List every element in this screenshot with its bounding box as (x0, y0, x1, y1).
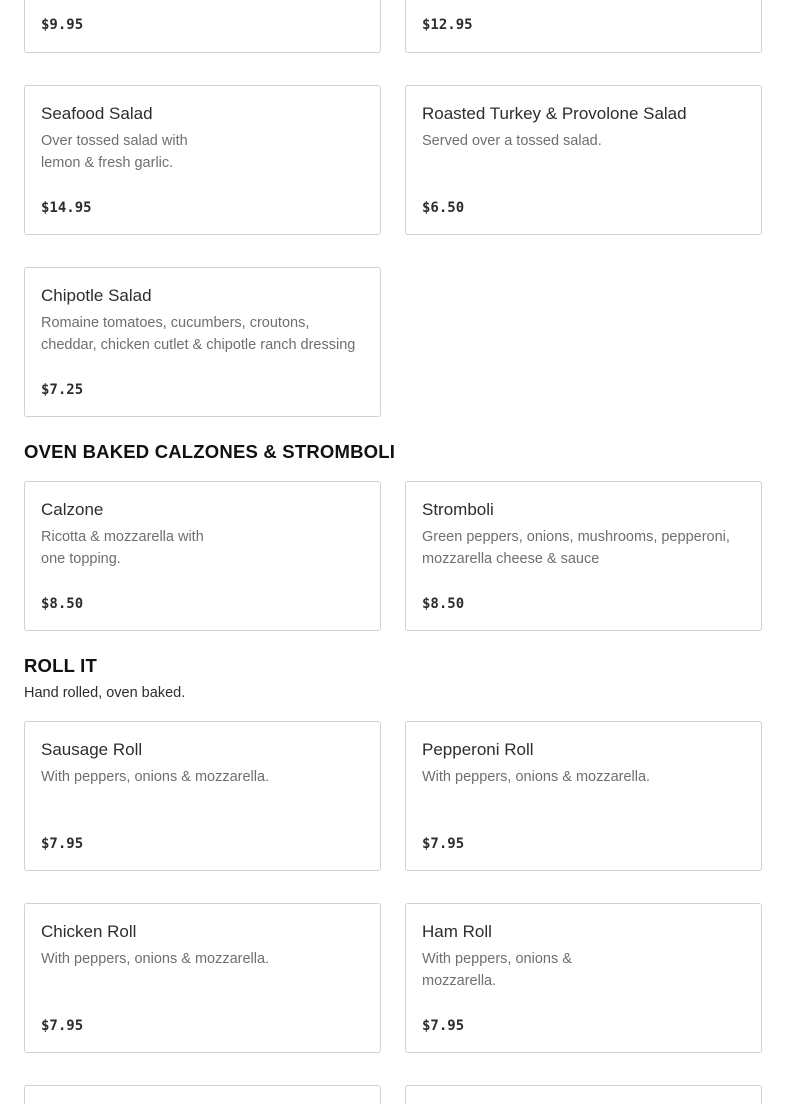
item-price: $8.50 (422, 596, 465, 612)
item-price: $7.25 (41, 382, 84, 398)
menu-item-card[interactable] (24, 481, 381, 631)
item-name: Sausage Roll (41, 740, 143, 759)
item-price: $8.50 (41, 596, 84, 612)
menu-item-card[interactable] (24, 0, 381, 53)
item-name: Stromboli (422, 500, 494, 519)
item-description: With peppers, onions & mozzarella. (422, 951, 572, 989)
item-name: Roasted Turkey & Provolone Salad (422, 104, 687, 123)
item-name: Pepperoni Roll (422, 740, 534, 759)
menu-item-card[interactable] (405, 721, 762, 871)
item-description: With peppers, onions & mozzarella. (422, 769, 651, 785)
menu-item-card[interactable] (24, 903, 381, 1053)
item-price: $14.95 (41, 200, 92, 216)
item-price: $6.50 (422, 200, 465, 216)
item-description: Romaine tomatoes, cucumbers, croutons, cheddar, chicken cutlet & chipotle ranch dressing (41, 315, 356, 353)
section-title: ROLL IT (24, 655, 97, 676)
menu-item-card[interactable] (24, 721, 381, 871)
item-description: Green peppers, onions, mushrooms, pepperoni, mozzarella cheese & sauce (422, 529, 730, 567)
item-name: Calzone (41, 500, 104, 519)
item-description: With peppers, onions & mozzarella. (41, 951, 270, 967)
item-name: Ham Roll (422, 922, 492, 941)
item-description: Over tossed salad with lemon & fresh garlic. (41, 133, 188, 171)
item-name: Seafood Salad (41, 104, 153, 123)
item-price: $7.95 (422, 1018, 465, 1034)
menu-item-card[interactable] (405, 0, 762, 53)
item-name: Chicken Roll (41, 922, 137, 941)
item-description: With peppers, onions & mozzarella. (41, 769, 270, 785)
item-price: $12.95 (422, 17, 473, 33)
menu-item-card[interactable] (405, 1085, 762, 1104)
menu-item-card[interactable] (405, 903, 762, 1053)
item-description: Served over a tossed salad. (422, 133, 602, 149)
item-description: Ricotta & mozzarella with one topping. (41, 529, 204, 567)
item-price: $7.95 (41, 836, 84, 852)
item-price: $7.95 (422, 836, 465, 852)
menu-item-card[interactable] (405, 481, 762, 631)
menu-item-card[interactable] (24, 1085, 381, 1104)
menu-item-card[interactable] (24, 85, 381, 235)
section-subtitle: Hand rolled, oven baked. (24, 685, 186, 701)
item-name: Chipotle Salad (41, 286, 152, 305)
item-price: $7.95 (41, 1018, 84, 1034)
menu-item-card[interactable] (405, 85, 762, 235)
section-title: OVEN BAKED CALZONES & STROMBOLI (24, 441, 396, 462)
menu-item-card[interactable] (24, 267, 381, 417)
item-price: $9.95 (41, 17, 84, 33)
